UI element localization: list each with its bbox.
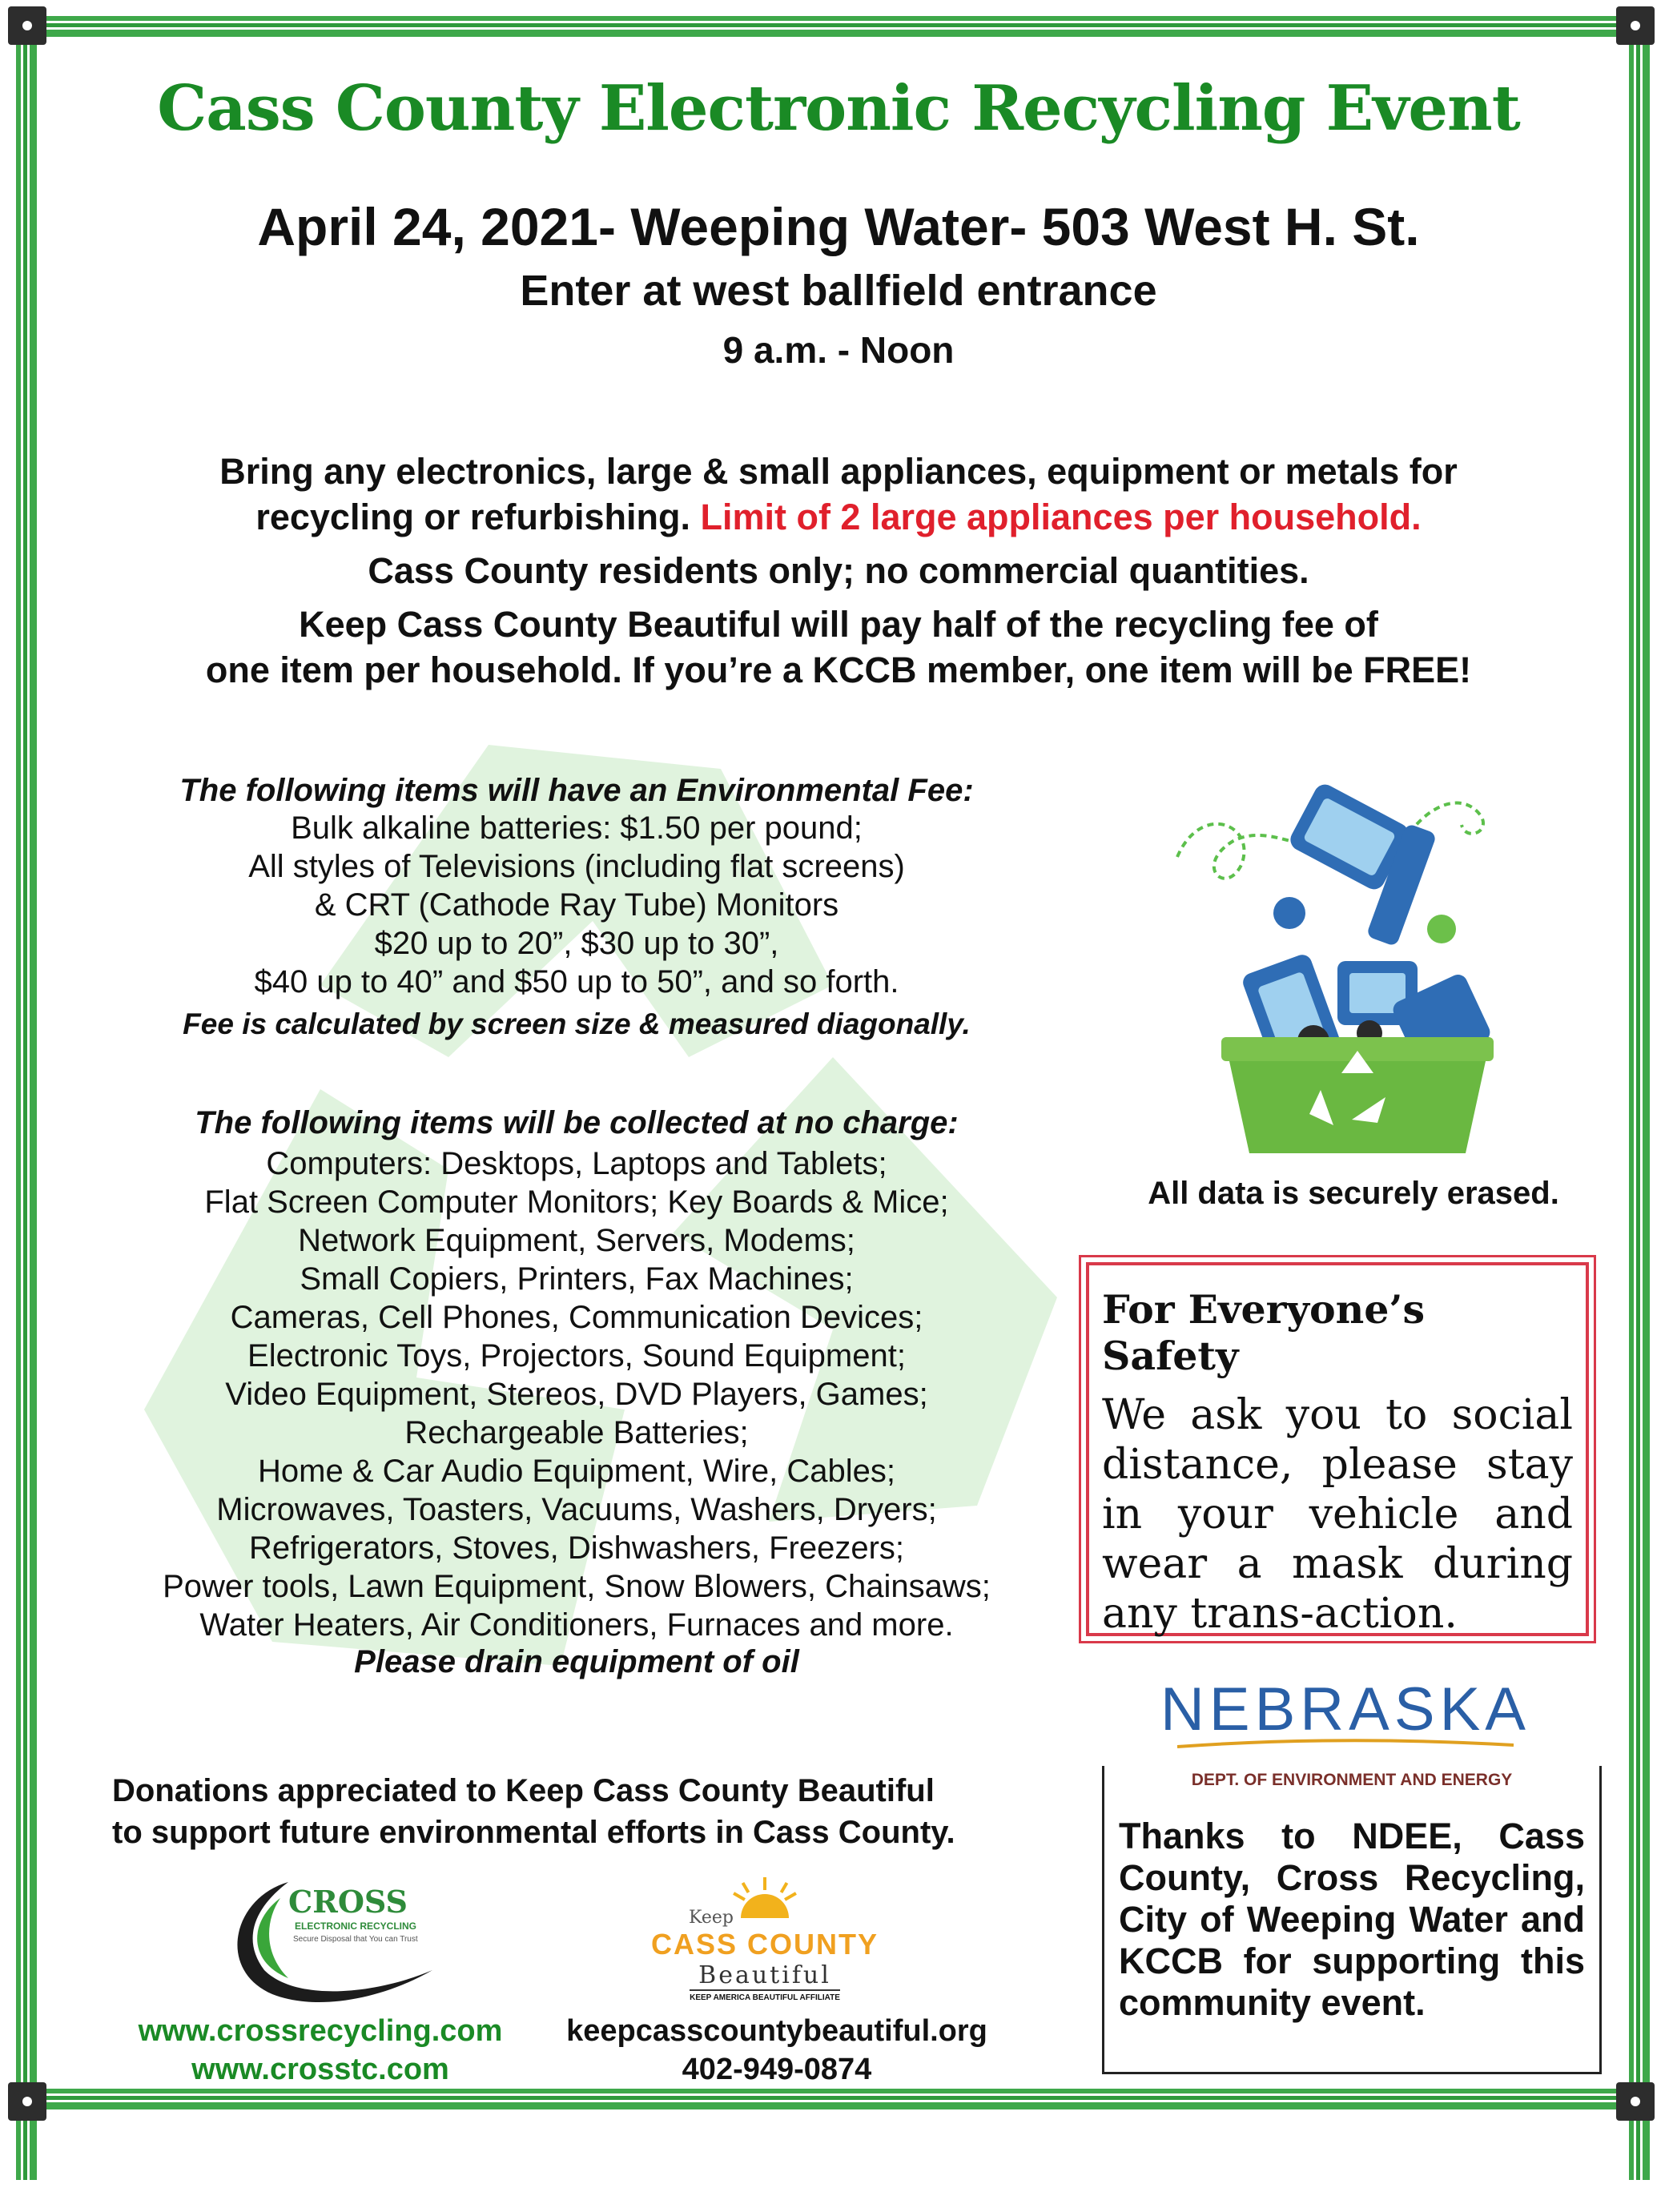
kccb-cass: CASS COUNTY xyxy=(650,1928,879,1961)
kccb-beautiful: Beautiful xyxy=(698,1961,831,1989)
fee-line: & CRT (Cathode Ray Tube) Monitors xyxy=(314,887,839,923)
link-crossrecycling[interactable]: www.crossrecycling.com xyxy=(138,2014,503,2048)
free-line: Refrigerators, Stoves, Dishwashers, Freezers; xyxy=(248,1530,905,1566)
nebraska-dept: DEPT. OF ENVIRONMENT AND ENERGY xyxy=(1128,1760,1576,1801)
event-entrance: Enter at west ballfield entrance xyxy=(520,267,1157,315)
free-line: Power tools, Lawn Equipment, Snow Blowers, Chainsaws; xyxy=(163,1569,991,1604)
nebraska-name: NEBRASKA xyxy=(1160,1675,1530,1743)
link-kccb[interactable]: keepcasscountybeautiful.org xyxy=(566,2014,987,2048)
corner-bottom-right xyxy=(1616,2082,1655,2121)
fee-line: $40 up to 40” and $50 up to 50”, and so forth. xyxy=(254,964,899,999)
fee-section xyxy=(96,773,1057,1041)
recycling-bin-illustration xyxy=(1145,769,1562,1161)
safety-heading: For Everyone’s Safety xyxy=(1102,1286,1426,1379)
donations-line-1: Donations appreciated to Keep Cass County Beautiful xyxy=(112,1773,935,1808)
frame-left xyxy=(16,32,37,2180)
free-line: Small Copiers, Printers, Fax Machines; xyxy=(300,1261,854,1297)
corner-top-left xyxy=(8,6,46,45)
free-line: Water Heaters, Air Conditioners, Furnaces and more. xyxy=(199,1607,954,1643)
intro-line-2: recycling or refurbishing. Limit of 2 large appliances per household. xyxy=(255,497,1422,537)
corner-bottom-left xyxy=(8,2082,46,2121)
kccb-keep: Keep xyxy=(689,1908,734,1928)
cross-name: CROSS xyxy=(288,1884,408,1920)
appliance-limit: Limit of 2 large appliances per household. xyxy=(700,497,1422,537)
fee-line: All styles of Televisions (including flat screens) xyxy=(248,849,905,884)
free-line: Cameras, Cell Phones, Communication Devices; xyxy=(230,1300,923,1335)
free-line: Home & Car Audio Equipment, Wire, Cables; xyxy=(258,1454,895,1489)
frame-bottom xyxy=(32,2089,1643,2109)
intro-line-4: Keep Cass County Beautiful will pay half of the recycling fee of xyxy=(299,604,1378,645)
free-line: Network Equipment, Servers, Modems; xyxy=(298,1223,855,1258)
cross-links xyxy=(96,2012,545,2089)
free-line: Video Equipment, Stereos, DVD Players, Games; xyxy=(225,1377,928,1412)
event-title: Cass County Electronic Recycling Event xyxy=(157,72,1520,145)
event-date-location: April 24, 2021- Weeping Water- 503 West H. St. xyxy=(257,197,1420,256)
donations-block xyxy=(112,1770,1073,1853)
fee-note: Fee is calculated by screen size & measured diagonally. xyxy=(183,1007,971,1040)
safety-body: We ask you to social distance, please stay in your vehicle and wear a mask during any trans-action. xyxy=(1102,1391,1573,1638)
free-note: Please drain equipment of oil xyxy=(354,1644,799,1679)
intro-block xyxy=(64,448,1613,693)
free-line: Microwaves, Toasters, Vacuums, Washers, Dryers; xyxy=(216,1492,937,1527)
kccb-phone: 402-949-0874 xyxy=(682,2053,872,2086)
safety-box xyxy=(1086,1262,1589,1636)
thanks-text: Thanks to NDEE, Cass County, Cross Recycling, City of Weeping Water and KCCB for supporting this community event. xyxy=(1119,1816,1585,2023)
cross-logo xyxy=(216,1874,456,2018)
fee-heading: The following items will have an Environmental Fee: xyxy=(179,773,974,808)
free-line: Flat Screen Computer Monitors; Key Boards & Mice; xyxy=(204,1184,949,1220)
frame-top xyxy=(32,16,1643,37)
fee-line: $20 up to 20”, $30 up to 30”, xyxy=(374,926,779,961)
free-line: Electronic Toys, Projectors, Sound Equipment; xyxy=(247,1338,906,1373)
cross-sub: ELECTRONIC RECYCLING xyxy=(295,1920,417,1932)
nebraska-logo xyxy=(1121,1675,1570,1750)
intro-line-3: Cass County residents only; no commercial quantities. xyxy=(368,550,1309,591)
kccb-links xyxy=(537,2012,1017,2089)
fee-line: Bulk alkaline batteries: $1.50 per pound; xyxy=(291,810,863,846)
donations-line-2: to support future environmental efforts in Cass County. xyxy=(112,1815,955,1850)
kccb-logo xyxy=(633,1874,897,2004)
link-crosstc[interactable]: www.crosstc.com xyxy=(191,2053,449,2086)
frame-right xyxy=(1629,32,1650,2180)
corner-top-right xyxy=(1616,6,1655,45)
intro-line-5: one item per household. If you’re a KCCB member, one item will be FREE! xyxy=(205,650,1472,690)
kccb-affiliate: KEEP AMERICA BEAUTIFUL AFFILIATE xyxy=(690,1989,840,2002)
thanks-box xyxy=(1102,1766,1602,2074)
free-line: Computers: Desktops, Laptops and Tablets; xyxy=(266,1146,887,1181)
data-erased-note: All data is securely erased. xyxy=(1148,1176,1559,1211)
cross-tagline: Secure Disposal that You can Trust xyxy=(293,1935,418,1944)
free-heading: The following items will be collected at no charge: xyxy=(195,1105,959,1140)
free-section xyxy=(96,1105,1057,1680)
intro-line-1: Bring any electronics, large & small appliances, equipment or metals for xyxy=(219,451,1458,492)
event-time: 9 a.m. - Noon xyxy=(722,329,955,371)
free-line: Rechargeable Batteries; xyxy=(404,1415,749,1450)
